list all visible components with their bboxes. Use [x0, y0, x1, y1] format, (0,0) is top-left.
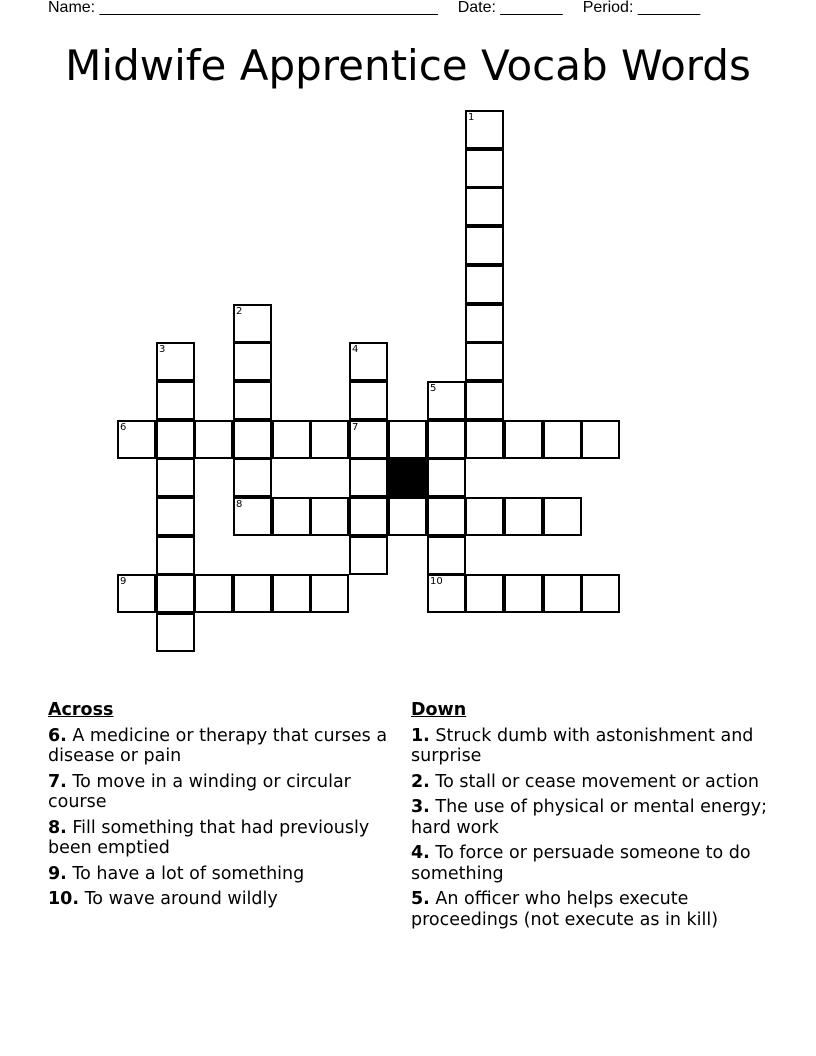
crossword-cell[interactable] — [156, 381, 195, 420]
crossword-cell[interactable] — [465, 187, 504, 226]
clue-text: A medicine or therapy that curses a disease or pain — [48, 725, 388, 766]
clue-number-label: 6 — [120, 422, 127, 433]
clue-number: 8. — [48, 817, 67, 838]
crossword-cell[interactable] — [233, 342, 272, 381]
across-heading: Across — [48, 700, 114, 720]
crossword-cell[interactable] — [117, 420, 156, 459]
crossword-cell[interactable] — [427, 458, 466, 497]
across-clues — [48, 700, 388, 915]
crossword-cell[interactable] — [581, 574, 620, 613]
clue-number: 4. — [411, 843, 430, 863]
crossword-cell[interactable] — [272, 420, 311, 459]
clue-number-label: 3 — [159, 344, 166, 355]
crossword-cell[interactable] — [427, 497, 466, 536]
page-title: Midwife Apprentice Vocab Words — [65, 41, 751, 90]
down-heading: Down — [411, 700, 467, 720]
clue-number-label: 4 — [352, 344, 359, 355]
down-clues — [411, 700, 771, 935]
crossword-cell[interactable] — [233, 304, 272, 343]
crossword-cell[interactable] — [543, 574, 582, 613]
clue-number-label: 1 — [468, 112, 475, 123]
crossword-cell[interactable] — [310, 574, 349, 613]
crossword-cell[interactable] — [465, 342, 504, 381]
clue-number: 3. — [411, 797, 430, 817]
clue-number-label: 7 — [352, 422, 359, 433]
crossword-cell[interactable] — [156, 497, 195, 536]
crossword-cell[interactable] — [156, 342, 195, 381]
crossword-cell[interactable] — [349, 497, 388, 536]
crossword-cell[interactable] — [465, 226, 504, 265]
crossword-cell[interactable] — [233, 381, 272, 420]
crossword-block — [388, 458, 427, 497]
crossword-cell[interactable] — [349, 342, 388, 381]
crossword-cell[interactable] — [156, 536, 195, 575]
crossword-cell[interactable] — [349, 381, 388, 420]
clue-text: To force or persuade someone to do something — [411, 843, 751, 884]
clue-number-label: 5 — [430, 383, 437, 394]
clue-down-5 — [411, 889, 771, 930]
clue-across-8 — [48, 818, 388, 859]
clue-down-2 — [411, 772, 771, 793]
clue-number: 5. — [411, 889, 430, 909]
crossword-cell[interactable] — [543, 420, 582, 459]
clue-text: To wave around wildly — [79, 889, 278, 909]
crossword-cell[interactable] — [543, 497, 582, 536]
crossword-cell[interactable] — [465, 420, 504, 459]
crossword-cell[interactable] — [388, 497, 427, 536]
crossword-cell[interactable] — [388, 420, 427, 459]
crossword-cell[interactable] — [581, 420, 620, 459]
date-field[interactable]: Date: _______ — [457, 0, 563, 16]
crossword-cell[interactable] — [272, 497, 311, 536]
clue-text: To move in a winding or circular course — [48, 771, 351, 812]
crossword-cell[interactable] — [194, 420, 233, 459]
crossword-cell[interactable] — [156, 458, 195, 497]
clue-number: 10. — [48, 889, 80, 909]
crossword-cell[interactable] — [427, 420, 466, 459]
clue-number-label: 10 — [430, 576, 443, 587]
clue-number-label: 2 — [236, 306, 243, 317]
clue-down-3 — [411, 797, 771, 838]
clue-down-1 — [411, 726, 771, 767]
clue-number-label: 9 — [120, 576, 127, 587]
crossword-cell[interactable] — [156, 613, 195, 652]
crossword-cell[interactable] — [465, 265, 504, 304]
crossword-cell[interactable] — [465, 497, 504, 536]
crossword-cell[interactable] — [233, 497, 272, 536]
crossword-cell[interactable] — [504, 574, 543, 613]
name-field[interactable]: Name: ______________________________________ — [48, 0, 438, 16]
crossword-cell[interactable] — [310, 420, 349, 459]
clue-number: 2. — [411, 771, 430, 792]
clue-text: An officer who helps execute proceedings (not execute as in kill) — [411, 889, 719, 930]
crossword-cell[interactable] — [233, 420, 272, 459]
crossword-cell[interactable] — [465, 574, 504, 613]
crossword-cell[interactable] — [194, 574, 233, 613]
crossword-cell[interactable] — [427, 574, 466, 613]
crossword-cell[interactable] — [427, 536, 466, 575]
clue-across-9 — [48, 864, 388, 885]
crossword-cell[interactable] — [349, 536, 388, 575]
crossword-cell[interactable] — [310, 497, 349, 536]
clue-number: 1. — [411, 725, 430, 746]
crossword-cell[interactable] — [156, 420, 195, 459]
clue-number: 6. — [48, 725, 67, 746]
crossword-cell[interactable] — [233, 458, 272, 497]
crossword-cell[interactable] — [465, 304, 504, 343]
crossword-cell[interactable] — [465, 381, 504, 420]
crossword-cell[interactable] — [465, 110, 504, 149]
crossword-cell[interactable] — [349, 420, 388, 459]
clue-across-10 — [48, 889, 388, 910]
crossword-cell[interactable] — [117, 574, 156, 613]
clue-text: The use of physical or mental energy; hard work — [411, 797, 768, 838]
crossword-cell[interactable] — [504, 497, 543, 536]
crossword-cell[interactable] — [349, 458, 388, 497]
clue-text: Fill something that had previously been emptied — [48, 817, 370, 858]
crossword-cell[interactable] — [427, 381, 466, 420]
crossword-cell[interactable] — [504, 420, 543, 459]
clue-text: Struck dumb with astonishment and surprise — [411, 725, 754, 766]
clue-number: 9. — [48, 863, 67, 884]
clue-across-6 — [48, 726, 388, 767]
clue-number: 7. — [48, 771, 67, 792]
clue-text: To have a lot of something — [66, 863, 305, 884]
clue-text: To stall or cease movement or action — [429, 771, 759, 792]
clue-across-7 — [48, 772, 388, 813]
period-field[interactable]: Period: _______ — [582, 0, 701, 16]
crossword-cell[interactable] — [233, 574, 272, 613]
crossword-cell[interactable] — [465, 149, 504, 188]
clue-down-4 — [411, 843, 771, 884]
clue-number-label: 8 — [236, 499, 243, 510]
crossword-cell[interactable] — [272, 574, 311, 613]
crossword-cell[interactable] — [156, 574, 195, 613]
